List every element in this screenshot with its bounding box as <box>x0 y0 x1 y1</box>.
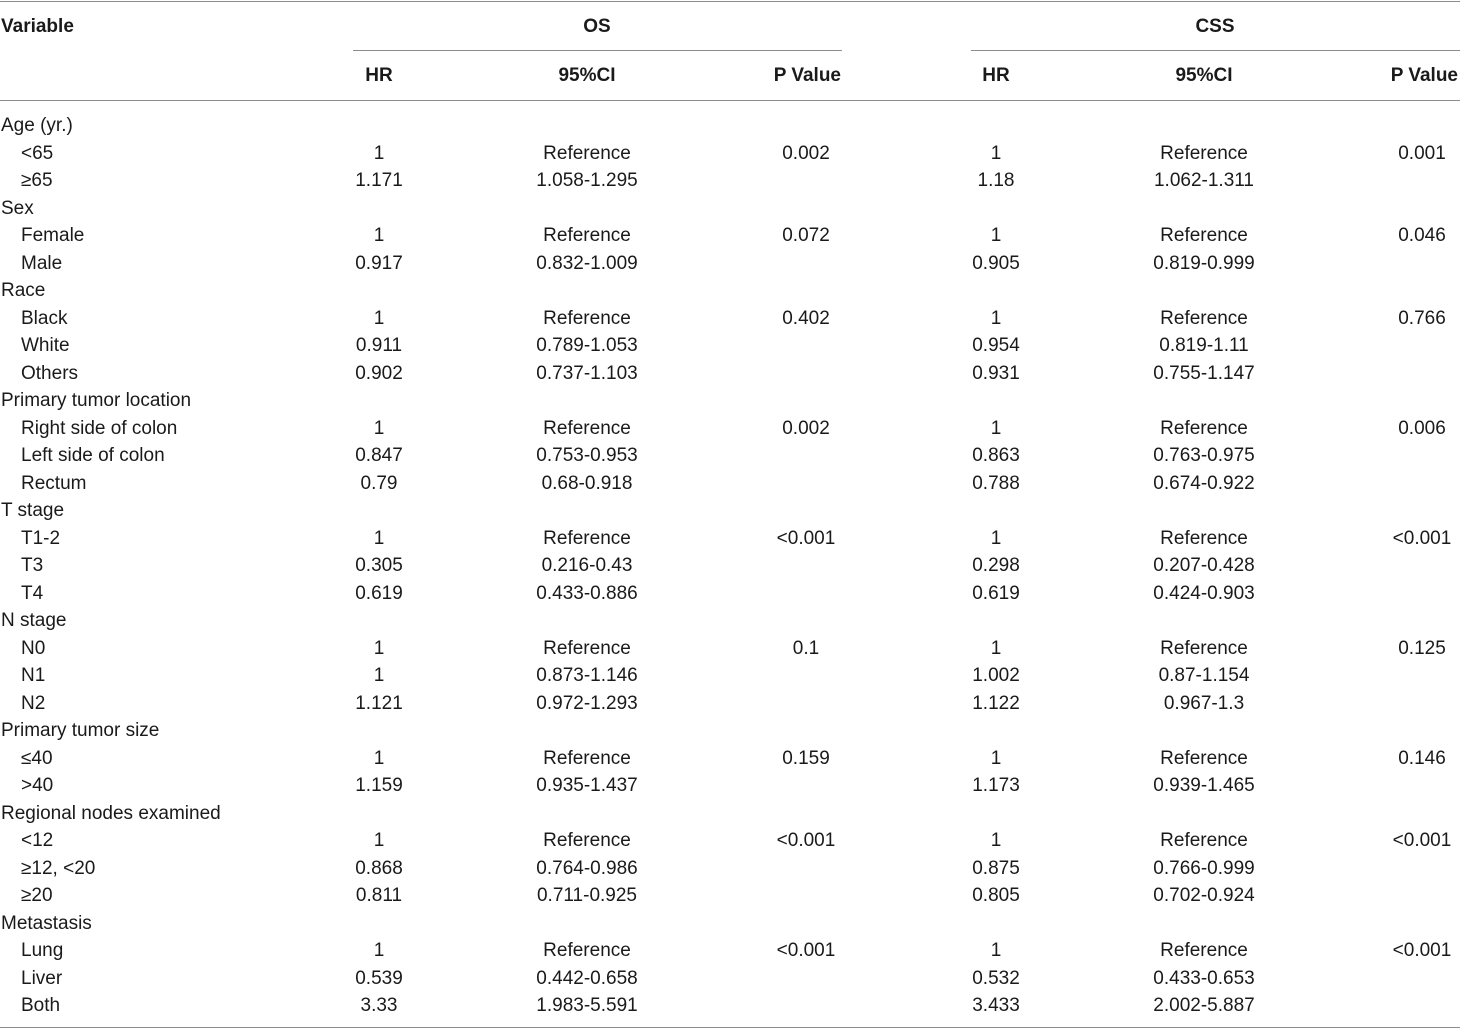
css-ci-cell: 0.207-0.428 <box>1153 555 1255 576</box>
css-ci-header: 95%CI <box>1175 65 1233 86</box>
os-ci-cell: Reference <box>543 225 631 246</box>
os-hr-cell: 3.33 <box>360 995 398 1016</box>
os-ci-cell: Reference <box>543 747 631 769</box>
category-label: Primary tumor size <box>1 720 160 741</box>
css-hr-header: HR <box>982 65 1010 86</box>
os-ci-cell: 0.737-1.103 <box>536 362 638 384</box>
css-hr-cell: 1 <box>990 747 1002 769</box>
css-hr-cell: 0.532 <box>972 967 1020 989</box>
os-p-header: P Value <box>773 65 841 86</box>
row-label: Lung <box>21 940 64 961</box>
row-label: Others <box>21 362 79 384</box>
css-hr-cell: 0.863 <box>972 445 1020 466</box>
css-hr-cell: 0.788 <box>972 472 1020 494</box>
css-hr-cell: 1.122 <box>972 692 1020 714</box>
os-ci-cell: Reference <box>543 142 631 164</box>
css-ci-cell: 0.424-0.903 <box>1153 582 1255 604</box>
row-label: T4 <box>21 582 44 604</box>
css-ci-cell: Reference <box>1160 637 1248 659</box>
os-ci-cell: Reference <box>543 830 631 851</box>
os-hr-cell: 0.917 <box>355 252 403 274</box>
category-label: Sex <box>1 197 34 219</box>
os-hr-cell: 1 <box>373 665 385 686</box>
row-label: N1 <box>21 665 46 686</box>
row-label: ≥20 <box>21 885 53 906</box>
row-label: ≥65 <box>21 170 53 191</box>
row-label: Liver <box>21 967 63 989</box>
row-label: Left side of colon <box>21 445 165 466</box>
row-label: Female <box>21 225 85 246</box>
os-ci-cell: 0.764-0.986 <box>536 857 638 879</box>
category-label: Metastasis <box>1 912 92 934</box>
row-label: ≤40 <box>21 747 53 769</box>
os-hr-cell: 1.171 <box>355 170 403 191</box>
os-ci-cell: 0.433-0.886 <box>536 582 638 604</box>
os-hr-cell: 0.811 <box>355 885 403 906</box>
table-top-rule <box>0 1 1460 2</box>
os-ci-cell: 0.789-1.053 <box>536 335 638 356</box>
column-header-variable: Variable <box>1 16 74 37</box>
css-ci-cell: 0.766-0.999 <box>1153 857 1255 879</box>
header-bottom-rule <box>0 100 1460 101</box>
css-ci-cell: 0.702-0.924 <box>1153 885 1255 906</box>
css-ci-cell: 1.062-1.311 <box>1153 170 1255 191</box>
css-hr-cell: 1 <box>990 417 1002 439</box>
css-ci-cell: 0.87-1.154 <box>1158 665 1250 686</box>
os-ci-cell: 0.753-0.953 <box>536 445 638 466</box>
os-hr-cell: 1 <box>373 225 385 246</box>
css-hr-cell: 1.173 <box>972 775 1020 796</box>
category-label: T stage <box>1 500 65 521</box>
category-label: Age (yr.) <box>1 115 73 136</box>
css-hr-cell: 1 <box>990 307 1002 329</box>
os-p-cell: 0.159 <box>782 747 830 769</box>
css-ci-cell: 0.819-1.11 <box>1159 335 1249 356</box>
os-hr-cell: 0.79 <box>360 472 398 494</box>
os-hr-cell: 0.539 <box>355 967 403 989</box>
os-ci-cell: 0.935-1.437 <box>536 775 638 796</box>
css-hr-cell: 1 <box>990 142 1002 164</box>
css-ci-cell: Reference <box>1160 142 1248 164</box>
css-p-cell: <0.001 <box>1392 830 1452 851</box>
os-ci-cell: Reference <box>543 307 631 329</box>
row-label: White <box>21 335 70 356</box>
category-label: N stage <box>1 610 67 631</box>
css-hr-cell: 0.619 <box>972 582 1020 604</box>
css-ci-cell: 0.674-0.922 <box>1153 472 1255 494</box>
css-p-cell: <0.001 <box>1392 940 1452 961</box>
css-p-cell: 0.146 <box>1398 747 1446 769</box>
css-hr-cell: 3.433 <box>972 995 1020 1016</box>
css-hr-cell: 1 <box>990 527 1002 549</box>
os-group-rule <box>353 50 842 51</box>
css-hr-cell: 0.905 <box>972 252 1020 274</box>
os-hr-cell: 1 <box>373 637 385 659</box>
row-label: <65 <box>21 142 54 164</box>
css-hr-cell: 1 <box>990 637 1002 659</box>
row-label: Black <box>21 307 68 329</box>
css-ci-cell: Reference <box>1160 417 1248 439</box>
os-hr-cell: 1 <box>373 417 385 439</box>
css-ci-cell: Reference <box>1160 940 1248 961</box>
row-label: >40 <box>21 775 54 796</box>
os-hr-cell: 0.911 <box>355 335 403 356</box>
row-label: <12 <box>21 830 54 851</box>
css-ci-cell: 0.967-1.3 <box>1163 692 1245 714</box>
os-ci-cell: 1.983-5.591 <box>536 995 638 1016</box>
os-ci-cell: Reference <box>543 527 631 549</box>
css-ci-cell: Reference <box>1160 225 1248 246</box>
os-p-cell: 0.402 <box>782 307 830 329</box>
os-ci-header: 95%CI <box>558 65 616 86</box>
css-hr-cell: 0.805 <box>972 885 1020 906</box>
css-group-rule <box>971 50 1460 51</box>
css-p-cell: 0.001 <box>1398 142 1446 164</box>
css-hr-cell: 1.002 <box>972 665 1020 686</box>
os-ci-cell: 0.711-0.925 <box>536 885 638 906</box>
css-p-cell: 0.766 <box>1398 307 1446 329</box>
css-ci-cell: 0.763-0.975 <box>1153 445 1255 466</box>
os-hr-cell: 0.902 <box>355 362 403 384</box>
os-ci-cell: 0.442-0.658 <box>536 967 638 989</box>
os-ci-cell: 0.832-1.009 <box>536 252 638 274</box>
os-p-cell: 0.002 <box>782 142 830 164</box>
os-ci-cell: 0.216-0.43 <box>541 555 633 576</box>
row-label: Male <box>21 252 63 274</box>
os-ci-cell: Reference <box>543 940 631 961</box>
css-ci-cell: Reference <box>1160 527 1248 549</box>
os-p-cell: 0.072 <box>782 225 830 246</box>
css-p-cell: 0.125 <box>1398 637 1446 659</box>
os-ci-cell: 0.68-0.918 <box>541 472 633 494</box>
css-p-cell: 0.046 <box>1398 225 1446 246</box>
css-hr-cell: 1 <box>990 830 1002 851</box>
category-label: Race <box>1 280 46 301</box>
os-hr-cell: 1 <box>373 142 385 164</box>
css-hr-cell: 0.298 <box>972 555 1020 576</box>
os-hr-cell: 1 <box>373 527 385 549</box>
row-label: Rectum <box>21 472 87 494</box>
row-label: N2 <box>21 692 46 714</box>
os-hr-cell: 0.619 <box>355 582 403 604</box>
css-ci-cell: Reference <box>1160 830 1248 851</box>
os-hr-cell: 1.121 <box>355 692 403 714</box>
os-hr-cell: 0.868 <box>355 857 403 879</box>
css-hr-cell: 0.954 <box>972 335 1020 356</box>
os-ci-cell: 0.972-1.293 <box>536 692 638 714</box>
os-hr-cell: 0.305 <box>355 555 403 576</box>
css-hr-cell: 0.931 <box>972 362 1020 384</box>
os-p-cell: 0.002 <box>782 417 830 439</box>
css-hr-cell: 1 <box>990 225 1002 246</box>
os-hr-cell: 1 <box>373 747 385 769</box>
category-label: Regional nodes examined <box>1 802 221 824</box>
os-p-cell: 0.1 <box>792 637 820 659</box>
row-label: Both <box>21 995 61 1016</box>
row-label: T3 <box>21 555 44 576</box>
category-label: Primary tumor location <box>1 390 192 411</box>
os-hr-cell: 1 <box>373 307 385 329</box>
css-ci-cell: 0.939-1.465 <box>1153 775 1255 796</box>
os-hr-cell: 1.159 <box>355 775 403 796</box>
css-hr-cell: 0.875 <box>972 857 1020 879</box>
row-label: ≥12, <20 <box>21 857 96 879</box>
css-p-header: P Value <box>1390 65 1458 86</box>
css-ci-cell: 0.755-1.147 <box>1153 362 1255 384</box>
os-ci-cell: Reference <box>543 637 631 659</box>
css-hr-cell: 1 <box>990 940 1002 961</box>
os-hr-cell: 0.847 <box>355 445 403 466</box>
group-header-os: OS <box>583 16 611 37</box>
css-ci-cell: 0.433-0.653 <box>1153 967 1255 989</box>
css-ci-cell: 2.002-5.887 <box>1153 995 1255 1016</box>
os-hr-cell: 1 <box>373 830 385 851</box>
group-header-css: CSS <box>1195 16 1235 37</box>
row-label: Right side of colon <box>21 417 178 439</box>
css-p-cell: 0.006 <box>1398 417 1446 439</box>
os-p-cell: <0.001 <box>776 940 836 961</box>
css-ci-cell: 0.819-0.999 <box>1153 252 1255 274</box>
css-hr-cell: 1.18 <box>977 170 1015 191</box>
os-p-cell: <0.001 <box>776 830 836 851</box>
os-hr-header: HR <box>365 65 393 86</box>
os-p-cell: <0.001 <box>776 527 836 549</box>
css-ci-cell: Reference <box>1160 747 1248 769</box>
os-hr-cell: 1 <box>373 940 385 961</box>
os-ci-cell: 0.873-1.146 <box>536 665 638 686</box>
os-ci-cell: 1.058-1.295 <box>536 170 638 191</box>
os-ci-cell: Reference <box>543 417 631 439</box>
row-label: N0 <box>21 637 46 659</box>
css-ci-cell: Reference <box>1160 307 1248 329</box>
row-label: T1-2 <box>21 527 61 549</box>
css-p-cell: <0.001 <box>1392 527 1452 549</box>
table-bottom-rule <box>0 1027 1460 1028</box>
